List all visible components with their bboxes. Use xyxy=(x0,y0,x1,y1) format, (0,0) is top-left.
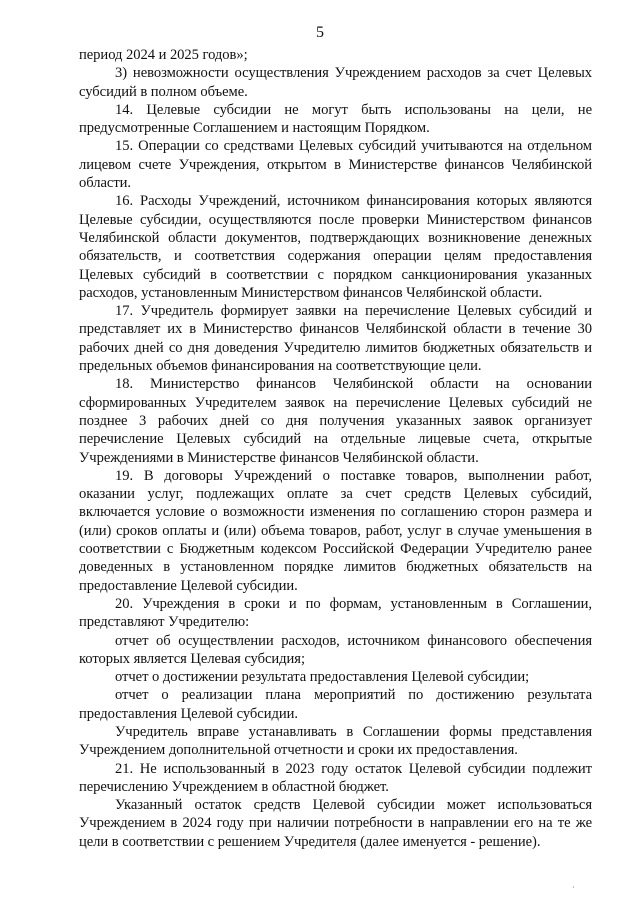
paragraph: 18. Министерство финансов Челябинской области на основании сформированных Учредителем заявок на перечисление Целевых субсидий не позднее 3 рабочих дней со дня получения указанных заявок организует перечисление Целевых субсидий на отдельные лицевые счета, открытые Учреждениями в Министерстве финансов Челябинской области. xyxy=(79,376,592,466)
paragraph: период 2024 и 2025 годов»; xyxy=(79,47,248,63)
paragraph: 21. Не использованный в 2023 году остаток Целевой субсидии подлежит перечислению Учреждением в областной бюджет. xyxy=(79,760,592,795)
paragraph: 3) невозможности осуществления Учреждением расходов за счет Целевых субсидий в полном объеме. xyxy=(79,65,592,100)
paragraph: отчет о реализации плана мероприятий по достижению результата предоставления Целевой субсидии. xyxy=(79,687,592,722)
scan-artifact: · xyxy=(572,883,575,892)
paragraph: Указанный остаток средств Целевой субсидии может использоваться Учреждением в 2024 году при наличии потребности в направлении его на те же цели в соответствии с решением Учредителя (далее именуется - решение). xyxy=(79,797,592,850)
paragraph: 19. В договоры Учреждений о поставке товаров, выполнении работ, оказании услуг, подлежащих оплате за счет средств Целевых субсидий, включается условие о возможности изменения по соглашению сторон размера и (или) сроков оплаты и (или) объема товаров, работ, услуг в случае уменьшения в соответствии с Бюджетным кодексом Российской Федерации Учредителю ранее доведенных в установленном порядке лимитов бюджетных обязательств на предоставление Целевой субсидии. xyxy=(79,467,592,594)
paragraph: 17. Учредитель формирует заявки на перечисление Целевых субсидий и представляет их в Министерство финансов Челябинской области в течение 30 рабочих дней со дня доведения Учредителю лимитов бюджетных обязательств и предельных объемов финансирования на соответствующие цели. xyxy=(79,303,592,375)
paragraph: 15. Операции со средствами Целевых субсидий учитываются на отдельном лицевом счете Учреждения, открытом в Министерстве финансов Челябинской области. xyxy=(79,138,592,192)
paragraph: 14. Целевые субсидии не могут быть использованы на цели, не предусмотренные Соглашением и настоящим Порядком. xyxy=(79,101,592,137)
page-number: 5 xyxy=(316,24,324,41)
paragraph: 20. Учреждения в сроки и по формам, установленным в Соглашении, представляют Учредителю: xyxy=(79,595,592,631)
document-body xyxy=(79,46,592,851)
paragraph: 16. Расходы Учреждений, источником финансирования которых являются Целевые субсидии, осуществляются после проверки Министерством финансов Челябинской области документов, подтверждающих возникновение денежных обязательств, и соответствия содержания операции целям предоставления Целевых субсидий в соответствии с порядком санкционирования указанных расходов, установленным Министерством финансов Челябинской области. xyxy=(79,193,592,301)
paragraph: отчет о достижении результата предоставления Целевой субсидии; xyxy=(115,669,530,686)
paragraph: Учредитель вправе устанавливать в Соглашении формы представления Учреждением дополнительной отчетности и сроки их предоставления. xyxy=(79,723,592,759)
paragraph: отчет об осуществлении расходов, источником финансового обеспечения которых является Целевая субсидия; xyxy=(79,632,592,667)
